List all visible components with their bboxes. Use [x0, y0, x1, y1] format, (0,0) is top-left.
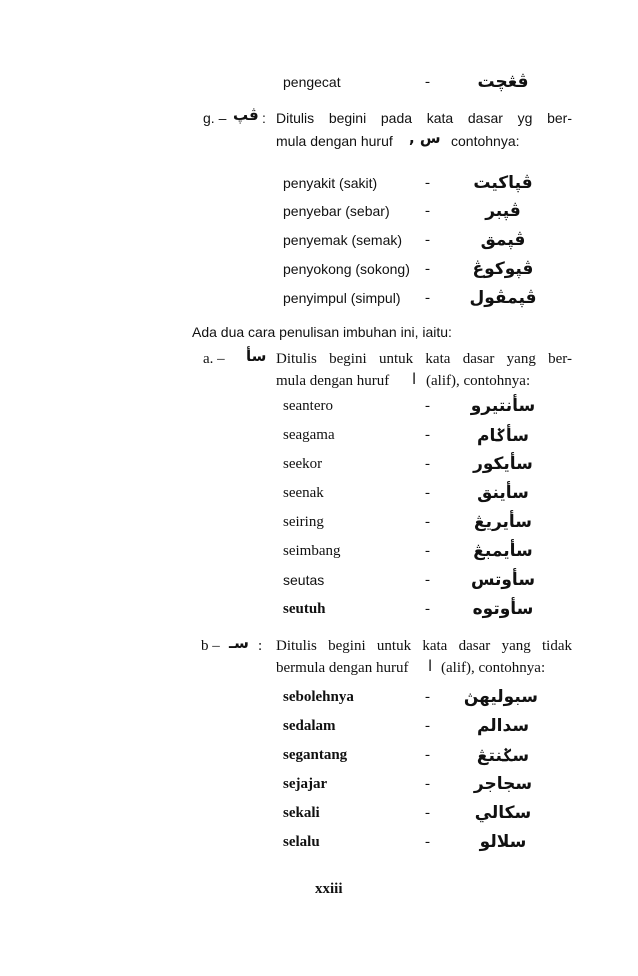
example-dash: -	[425, 232, 430, 248]
section-a-line1: Ditulis begini untuk kata dasar yang ber-	[276, 351, 572, 367]
example-dash: -	[425, 514, 430, 530]
section-g-line2a: mula dengan huruf	[276, 133, 393, 149]
example-jawi: سأيکور	[473, 454, 533, 474]
example-dash: -	[425, 261, 430, 277]
list-item	[0, 805, 638, 831]
example-dash: -	[425, 601, 430, 617]
example-dash: -	[425, 747, 430, 763]
intro-text: Ada dua cara penulisan imbuhan ini, iaitu:	[192, 324, 452, 340]
example-dash: -	[425, 485, 430, 501]
section-b-line2b: (alif), contohnya:	[441, 660, 546, 676]
example-jawi: ڤپمڤول	[469, 288, 537, 308]
section-a-letter: ا	[412, 370, 417, 388]
example-jawi: سأوتوه	[472, 599, 534, 619]
example-word: penyokong (sokong)	[283, 261, 410, 277]
section-b-letter: ا	[428, 657, 433, 675]
section-g-line1: Ditulis begini pada kata dasar yg ber-	[276, 110, 572, 126]
list-item	[0, 290, 638, 316]
example-jawi: سأينق	[477, 483, 529, 503]
example-dash: -	[425, 834, 430, 850]
example-jawi: ڤپوکوڠ	[472, 259, 534, 279]
example-word: sedalam	[283, 718, 336, 734]
example-jawi: سلالو	[479, 832, 527, 852]
example-jawi: ڤپمق	[480, 230, 526, 250]
example-word: seutuh	[283, 601, 326, 617]
list-item	[0, 175, 638, 201]
example-dash: -	[425, 290, 430, 306]
list-item	[0, 747, 638, 773]
list-item	[0, 776, 638, 802]
list-item	[0, 514, 638, 540]
example-word: penyimpul (simpul)	[283, 290, 401, 306]
example-word: segantang	[283, 747, 348, 763]
example-word: seimbang	[283, 543, 341, 559]
example-dash: -	[425, 776, 430, 792]
list-item	[0, 203, 638, 229]
example-jawi: سجاجر	[473, 774, 533, 794]
example-dash: -	[425, 175, 430, 191]
list-item	[0, 456, 638, 482]
section-a-prefix: سأ	[246, 347, 267, 365]
example-jawi: ڤڠچت	[477, 72, 529, 92]
section-a-line2b: (alif), contohnya:	[426, 373, 531, 389]
example-word: pengecat	[283, 74, 341, 90]
example-dash: -	[425, 572, 430, 588]
example-word: seagama	[283, 427, 335, 443]
example-dash: -	[425, 805, 430, 821]
example-jawi: سݢنتڠ	[476, 746, 530, 766]
example-jawi: سدالم	[476, 716, 530, 736]
section-g-marker: g. –	[203, 110, 227, 126]
example-word: penyakit (sakit)	[283, 175, 378, 191]
section-a-line2a: mula dengan huruf	[276, 373, 390, 389]
example-word: seantero	[283, 398, 333, 414]
section-b-line2a: bermula dengan huruf	[276, 660, 409, 676]
section-g-prefix: ڤپ	[233, 106, 259, 124]
list-item	[0, 834, 638, 860]
section-b-marker: b –	[201, 638, 220, 654]
list-item	[0, 427, 638, 453]
example-dash: -	[425, 74, 430, 90]
example-jawi: سأݢام	[477, 426, 529, 446]
example-word: seenak	[283, 485, 324, 501]
list-item	[0, 689, 638, 715]
list-item	[0, 261, 638, 287]
example-dash: -	[425, 689, 430, 705]
example-dash: -	[425, 718, 430, 734]
example-dash: -	[425, 427, 430, 443]
example-dash: -	[425, 456, 430, 472]
example-word: sebolehnya	[283, 689, 354, 705]
example-jawi: ڤپاکيت	[473, 173, 533, 193]
list-item	[0, 718, 638, 744]
example-word: seutas	[283, 572, 325, 588]
example-jawi: سأوتس	[470, 570, 536, 590]
list-item	[0, 485, 638, 511]
example-jawi: ڤپبر	[485, 201, 521, 221]
example-word: sejajar	[283, 776, 328, 792]
section-b-prefix: سـ	[229, 634, 249, 652]
example-dash: -	[425, 543, 430, 559]
example-jawi: سأيمبڠ	[473, 541, 533, 561]
example-jawi: سأنتيرو	[470, 396, 536, 416]
list-item	[0, 543, 638, 569]
example-word: seekor	[283, 456, 323, 472]
example-jawi: سکالي	[474, 803, 532, 823]
section-b-colon: :	[258, 638, 263, 654]
section-g-colon: :	[262, 110, 266, 126]
example-jawi: سأيريڠ	[473, 512, 533, 532]
list-item	[0, 398, 638, 424]
list-item	[0, 601, 638, 627]
section-g-line2b: contohnya:	[451, 133, 520, 149]
example-word: penyemak (semak)	[283, 232, 403, 248]
top-example-row	[0, 74, 638, 100]
section-b-line1: Ditulis begini untuk kata dasar yang tidak	[276, 638, 572, 654]
page-number: xxiii	[315, 881, 343, 897]
list-item	[0, 232, 638, 258]
example-dash: -	[425, 203, 430, 219]
example-word: selalu	[283, 834, 320, 850]
example-jawi: سبوليهڽ	[463, 687, 538, 707]
example-word: penyebar (sebar)	[283, 203, 390, 219]
section-g-letter: س ,	[409, 129, 441, 147]
section-a-marker: a. –	[203, 351, 225, 367]
example-word: sekali	[283, 805, 320, 821]
list-item	[0, 572, 638, 598]
example-dash: -	[425, 398, 430, 414]
example-word: seiring	[283, 514, 324, 530]
